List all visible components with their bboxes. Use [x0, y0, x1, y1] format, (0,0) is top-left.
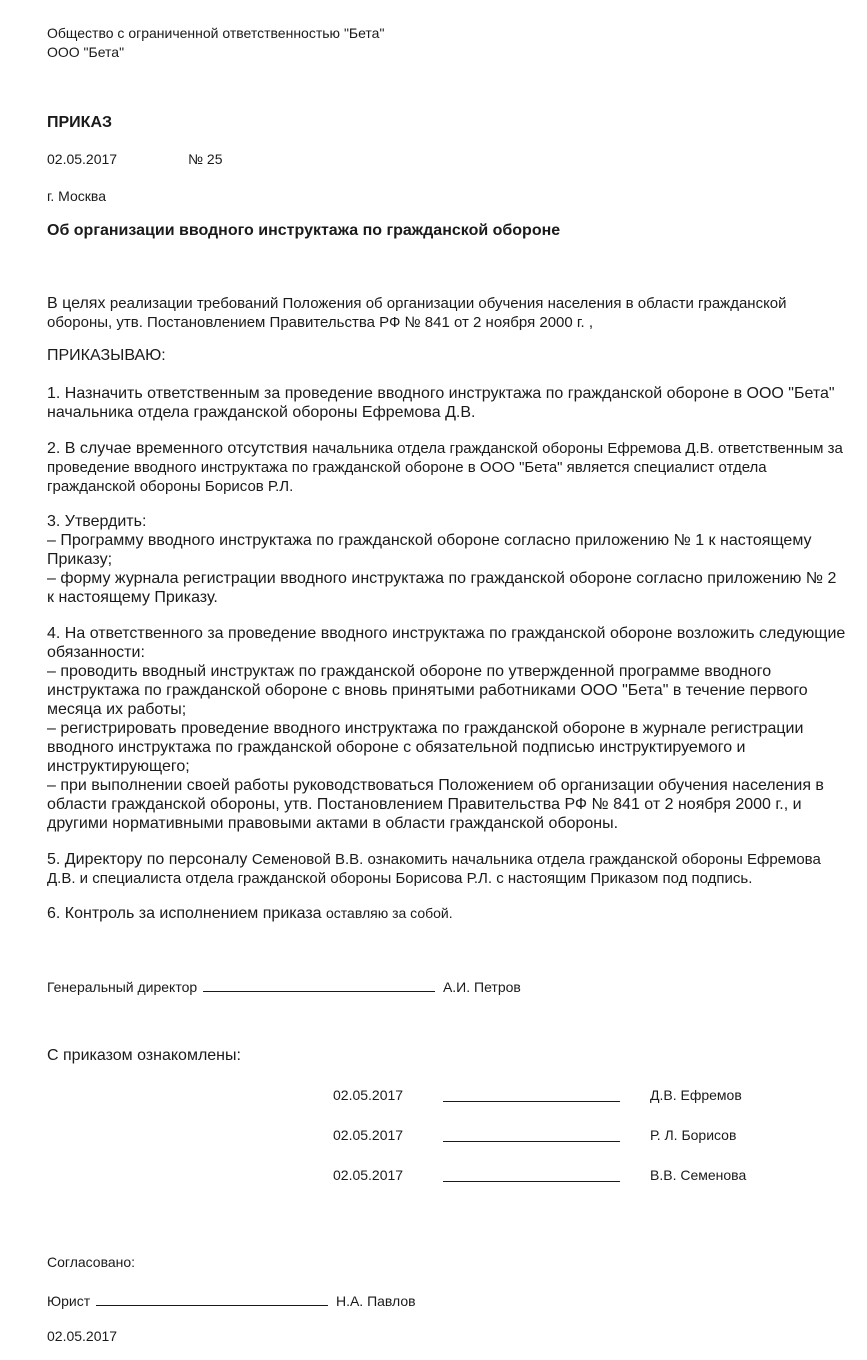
- acquaint-signature-line: [443, 1127, 620, 1142]
- item-3-line: – форму журнала регистрации вводного инструктажа по гражданской обороне согласно приложению № 2 к настоящему Приказу.: [47, 570, 837, 606]
- item-3-line: 3. Утвердить:: [47, 513, 147, 530]
- director-name: А.И. Петров: [442, 979, 521, 995]
- order-city: г. Москва: [47, 188, 106, 204]
- item-6: [47, 904, 847, 923]
- director-signature-row: [47, 977, 521, 995]
- item-3-line: – Программу вводного инструктажа по гражданской обороне согласно приложению № 1 к настоящему Приказу;: [47, 532, 812, 568]
- acquaint-date: 02.05.2017: [333, 1127, 404, 1143]
- item-2-text: начальника отдела гражданской обороны Ефремова Д.В. ответственным за проведение вводного инструктажа по гражданской обороне в ООО "Бета" является специалист отдела гражданской обороны Борисов Р.Л.: [47, 440, 843, 495]
- preamble: [47, 294, 847, 332]
- item-2: [47, 439, 847, 496]
- org-full-name: Общество с ограниченной ответственностью "Бета": [47, 25, 385, 41]
- director-title: Генеральный директор: [47, 979, 198, 995]
- prikazyvayu: ПРИКАЗЫВАЮ:: [47, 347, 166, 364]
- order-date: 02.05.2017: [47, 151, 118, 167]
- org-short-name: ООО "Бета": [47, 44, 125, 60]
- preamble-lead: В целях: [47, 295, 110, 312]
- order-number: № 25: [188, 151, 223, 167]
- acquaint-date: 02.05.2017: [333, 1087, 404, 1103]
- lawyer-name: Н.А. Павлов: [335, 1293, 416, 1309]
- item-2-lead: 2. В случае временного отсутствия: [47, 440, 313, 457]
- item-1-text: 1. Назначить ответственным за проведение вводного инструктажа по гражданской обороне в ООО "Бета" начальника отдела гражданской обороны Ефремова Д.В.: [47, 385, 835, 421]
- item-5-person: Семеновой В.В. ознакомить: [251, 851, 452, 868]
- item-5-lead: 5. Директору по персоналу: [47, 851, 252, 868]
- document-title: ПРИКАЗ: [47, 114, 113, 131]
- approval-date: 02.05.2017: [47, 1328, 118, 1344]
- item-6-lead: 6. Контроль за исполнением приказа: [47, 905, 326, 922]
- item-3: [47, 512, 847, 607]
- item-4-line: – при выполнении своей работы руководствоваться Положением об организации обучения населения в области гражданской обороны, утв. Постановлением Правительства РФ № 841 от 2 ноября 2000 г., и другими нормативными правовыми актами в области гражданской обороны.: [47, 777, 824, 832]
- acquaint-name: В.В. Семенова: [650, 1167, 747, 1183]
- lawyer-title: Юрист: [47, 1293, 91, 1309]
- order-subject: Об организации вводного инструктажа по гражданской обороне: [47, 222, 561, 239]
- preamble-text: реализации требований Положения об организации обучения населения в области гражданской обороны, утв. Постановлением Правительства РФ № 841 от 2 ноября 2000 г. ,: [47, 295, 787, 331]
- item-6-text: оставляю за собой.: [326, 905, 453, 921]
- acquaint-name: Р. Л. Борисов: [650, 1127, 737, 1143]
- acquaint-signature-line: [443, 1167, 620, 1182]
- item-4-line: 4. На ответственного за проведение вводного инструктажа по гражданской обороне возложить следующие обязанности:: [47, 625, 846, 661]
- acquaint-date: 02.05.2017: [333, 1167, 404, 1183]
- lawyer-signature-line: [96, 1291, 328, 1306]
- director-signature-line: [203, 977, 435, 992]
- item-4: [47, 624, 847, 833]
- acquaint-name: Д.В. Ефремов: [650, 1087, 742, 1103]
- acquaint-signature-line: [443, 1087, 620, 1102]
- lawyer-signature-row: [47, 1291, 416, 1309]
- item-5-text: начальника отдела гражданской обороны Ефремова Д.В. и специалиста отдела гражданской обороны Борисова Р.Л. с настоящим Приказом под подпись.: [47, 851, 821, 887]
- item-1: [47, 384, 847, 422]
- item-4-line: – проводить вводный инструктаж по гражданской обороне по утвержденной программе вводного инструктажа по гражданской обороне с вновь принятыми работниками ООО "Бета" в течение первого месяца их работы;: [47, 663, 808, 718]
- item-5: [47, 850, 847, 888]
- item-4-line: – регистрировать проведение вводного инструктажа по гражданской обороне в журнале регистрации вводного инструктажа по гражданской обороне с обязательной подписью инструктируемого и инструктирующего;: [47, 720, 804, 775]
- acquaint-title: С приказом ознакомлены:: [47, 1047, 241, 1064]
- approval-title: Согласовано:: [47, 1254, 136, 1270]
